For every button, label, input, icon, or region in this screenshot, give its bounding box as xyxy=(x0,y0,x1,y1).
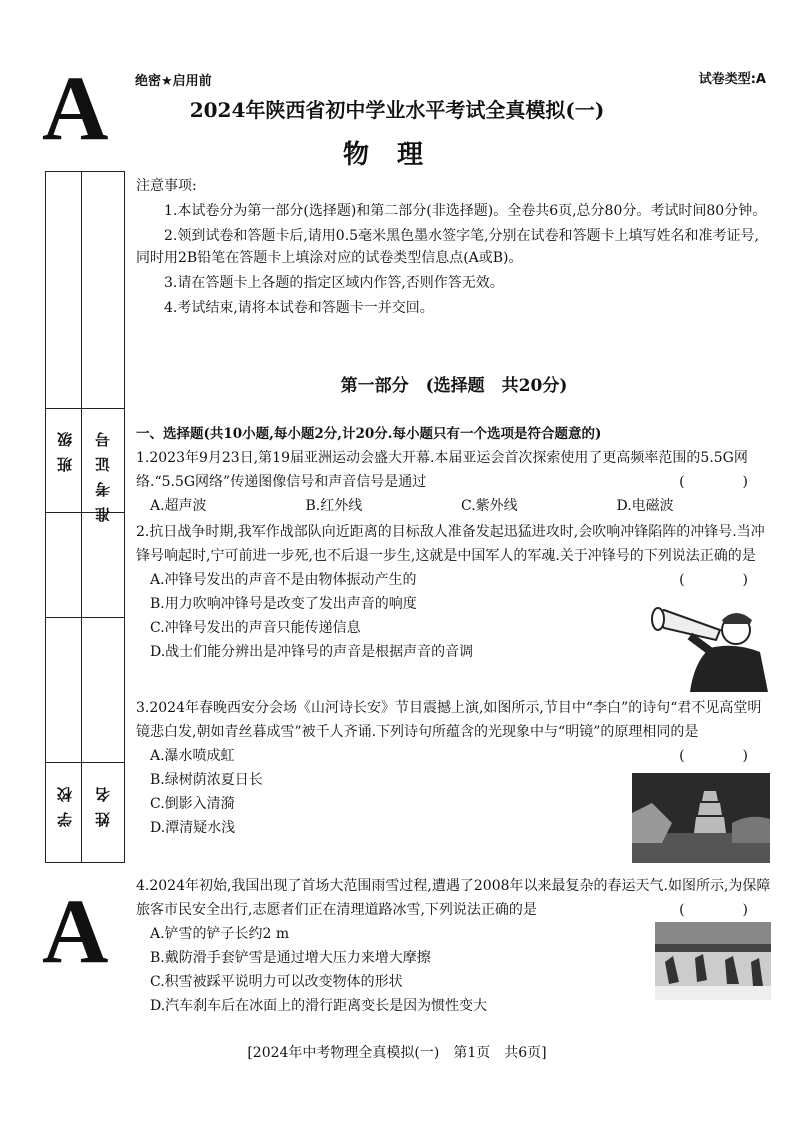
section-heading: 一、选择题(共10小题,每小题2分,计20分.每小题只有一个选项是符合题意的) xyxy=(136,426,602,442)
paper-type-letter-bottom: A xyxy=(42,880,109,982)
note-item: 1.本试卷分为第一部分(选择题)和第二部分(非选择题)。全卷共6页,总分80分。考试时间80分钟。 xyxy=(164,203,767,219)
exam-id-field-label: 准考证号 xyxy=(94,422,112,522)
answer-paren: ( ) xyxy=(679,748,770,764)
binding-divider xyxy=(46,762,124,763)
option-b: B.红外线 xyxy=(305,498,363,514)
option-c: C.倒影入清漪 xyxy=(150,796,235,812)
question-stem: 3.2024年春晚西安分会场《山河诗长安》节目震撼上演,如图所示,节目中“李白”的诗句“君不见高堂明镜悲白发,朝如青丝暮成雪”被千人齐诵.下列诗句所蕴含的光现象中与“明镜”的原理相同的是 xyxy=(136,700,762,740)
option-c: C.积雪被踩平说明力可以改变物体的形状 xyxy=(150,974,403,990)
note-item: 4.考试结束,请将本试卷和答题卡一并交回。 xyxy=(164,300,434,316)
question-stem: 2.抗日战争时期,我军作战部队向近距离的目标敌人准备发起迅猛进攻时,会吹响冲锋陷阵的冲锋号.当冲锋号响起时,宁可前进一步死,也不后退一步生,这就是中国军人的军魂.关于冲锋号的下列说法正确的是 xyxy=(136,524,765,564)
note-item: 3.请在答题卡上各题的指定区域内作答,否则作答无效。 xyxy=(164,275,504,291)
binding-divider-vertical xyxy=(81,172,82,862)
part1-heading: 第一部分 (选择题 共20分) xyxy=(340,376,568,396)
notes-heading: 注意事项: xyxy=(136,178,197,194)
subject-title: 物理 xyxy=(342,140,451,170)
bugle-soldier-figure xyxy=(650,600,768,692)
option-a: A.瀑水喷成虹 xyxy=(150,748,235,764)
option-d: D.电磁波 xyxy=(616,498,674,514)
answer-paren: ( ) xyxy=(679,902,770,918)
option-a: A.冲锋号发出的声音不是由物体振动产生的 xyxy=(150,572,417,588)
secret-label: 绝密★启用前 xyxy=(135,74,212,89)
paper-type-label: 试卷类型:A xyxy=(698,72,766,87)
option-d: D.汽车刹车后在冰面上的滑行距离变长是因为惯性变大 xyxy=(150,998,488,1014)
exam-title: 2024年陕西省初中学业水平考试全真模拟(一) xyxy=(189,98,605,122)
binding-info-box xyxy=(45,171,125,863)
school-field-label: 学校 xyxy=(56,777,74,827)
question-1 xyxy=(136,446,772,518)
notes-section xyxy=(136,175,772,319)
option-d: D.潭清疑水浅 xyxy=(150,820,236,836)
note-item: 2.领到试卷和答题卡后,请用0.5毫米黑色墨水签字笔,分别在试卷和答题卡上填写姓名和准考证号,同时用2B铅笔在答题卡上填涂对应的试卷类型信息点(A或B)。 xyxy=(136,228,759,266)
answer-paren: ( ) xyxy=(679,474,770,490)
answer-paren: ( ) xyxy=(679,572,770,588)
snow-clearing-photo xyxy=(655,922,771,1000)
option-a: A.铲雪的铲子长约2 m xyxy=(150,926,290,942)
page-footer: [2024年中考物理全真模拟(一) 第1页 共6页] xyxy=(247,1045,547,1061)
option-b: B.戴防滑手套铲雪是通过增大压力来增大摩擦 xyxy=(150,950,431,966)
binding-divider xyxy=(46,408,124,409)
option-b: B.用力吹响冲锋号是改变了发出声音的响度 xyxy=(150,596,417,612)
binding-divider xyxy=(46,617,124,618)
option-b: B.绿树荫浓夏日长 xyxy=(150,772,263,788)
class-field-label: 班级 xyxy=(56,422,74,472)
option-c: C.冲锋号发出的声音只能传递信息 xyxy=(150,620,361,636)
option-a: A.超声波 xyxy=(150,498,207,514)
paper-type-letter-top: A xyxy=(42,57,109,159)
option-d: D.战士们能分辨出是冲锋号的声音是根据声音的音调 xyxy=(150,644,474,660)
question-stem: 1.2023年9月23日,第19届亚洲运动会盛大开幕.本届亚运会首次探索使用了更高频率范围的5.5G网络.“5.5G网络”传递图像信号和声音信号是通过 xyxy=(136,450,748,490)
question-stem: 4.2024年初始,我国出现了首场大范围雨雪过程,遭遇了2008年以来最复杂的春运天气.如图所示,为保障旅客市民安全出行,志愿者们正在清理道路冰雪,下列说法正确的是 xyxy=(136,878,771,918)
pagoda-stage-photo xyxy=(632,773,770,863)
option-c: C.紫外线 xyxy=(461,498,518,514)
name-field-label: 姓名 xyxy=(94,777,112,827)
